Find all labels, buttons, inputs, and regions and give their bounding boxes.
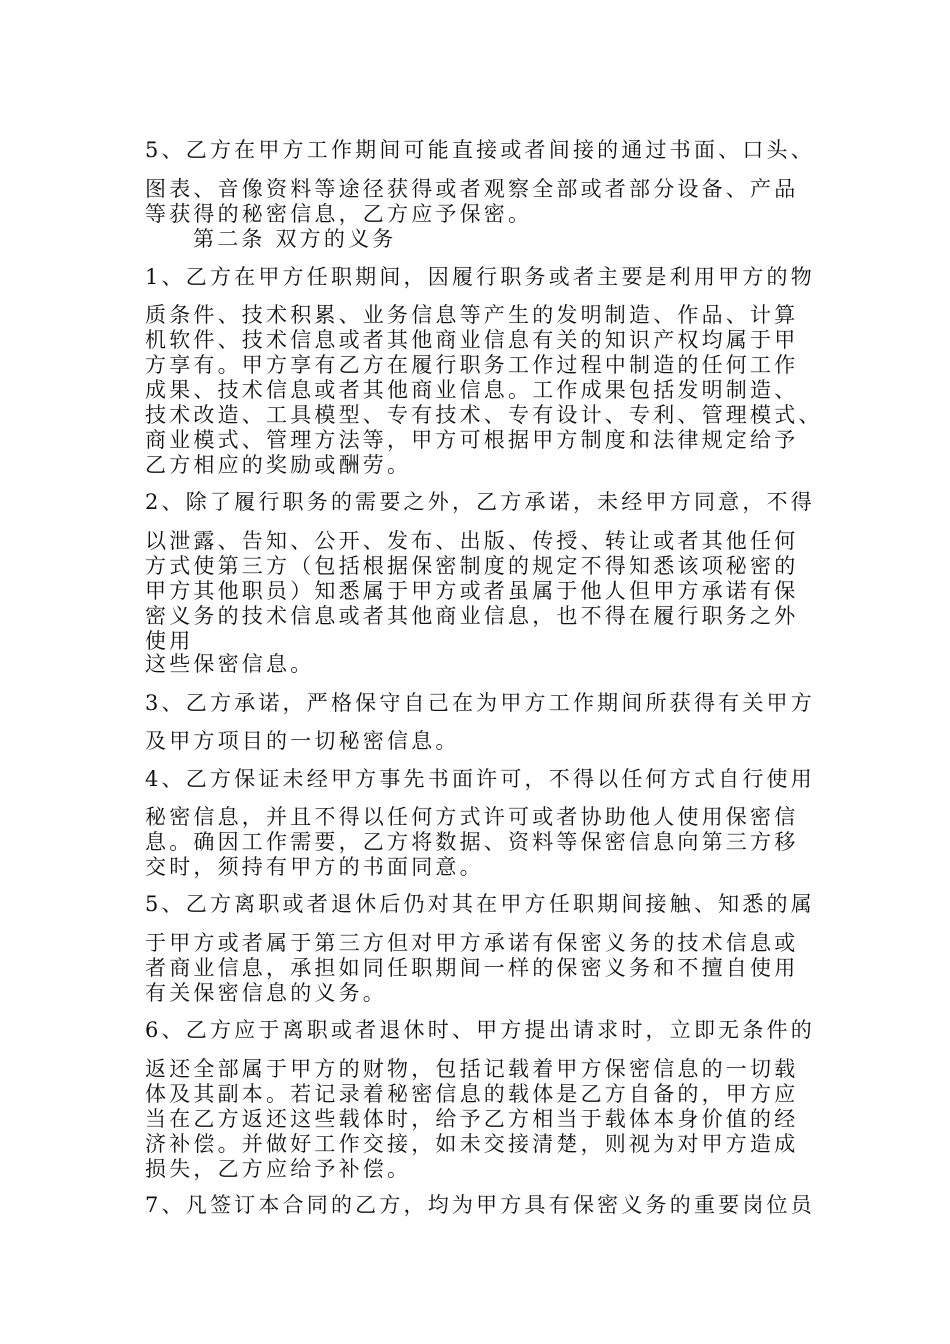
text-line: 息。确因工作需要，乙方将数据、资料等保密信息向第三方移 bbox=[145, 830, 799, 854]
text-line: 有关保密信息的义务。 bbox=[145, 981, 387, 1005]
text-line: 于甲方或者属于第三方但对甲方承诺有保密义务的技术信息或 bbox=[145, 931, 799, 955]
text-line: 损失，乙方应给予补偿。 bbox=[145, 1157, 412, 1181]
text-line: 者商业信息，承担如同任职期间一样的保密义务和不擅自使用 bbox=[145, 956, 799, 980]
text-line: 返还全部属于甲方的财物，包括记载着甲方保密信息的一切载 bbox=[145, 1057, 799, 1081]
text-line: 机软件、技术信息或者其他商业信息有关的知识产权均属于甲 bbox=[145, 328, 799, 352]
text-line: 5、乙方离职或者退休后仍对其在甲方任职期间接触、知悉的属 bbox=[145, 892, 815, 916]
text-line: 等获得的秘密信息，乙方应予保密。 bbox=[145, 202, 533, 226]
text-line: 成果、技术信息或者其他商业信息。工作成果包括发明制造、 bbox=[145, 378, 799, 402]
text-line: 方享有。甲方享有乙方在履行职务工作过程中制造的任何工作 bbox=[145, 353, 799, 377]
text-line: 使用 bbox=[145, 629, 194, 653]
text-line: 6、乙方应于离职或者退休时、甲方提出请求时，立即无条件的 bbox=[145, 1018, 815, 1042]
text-line: 以泄露、告知、公开、发布、出版、传授、转让或者其他任何 bbox=[145, 529, 799, 553]
text-line: 商业模式、管理方法等，甲方可根据甲方制度和法律规定给予 bbox=[145, 428, 799, 452]
text-line: 济补偿。并做好工作交接，如未交接清楚，则视为对甲方造成 bbox=[145, 1132, 799, 1156]
text-line: 3、乙方承诺，严格保守自己在为甲方工作期间所获得有关甲方 bbox=[145, 691, 815, 715]
text-line: 5、乙方在甲方工作期间可能直接或者间接的通过书面、口头、 bbox=[145, 138, 815, 162]
text-line: 技术改造、工具模型、专有技术、专有设计、专利、管理模式、 bbox=[145, 403, 823, 427]
text-line: 体及其副本。若记录着秘密信息的载体是乙方自备的，甲方应 bbox=[145, 1082, 799, 1106]
text-line: 秘密信息，并且不得以任何方式许可或者协助他人使用保密信 bbox=[145, 805, 799, 829]
text-line: 质条件、技术积累、业务信息等产生的发明制造、作品、计算 bbox=[145, 303, 799, 327]
text-line: 2、除了履行职务的需要之外，乙方承诺，未经甲方同意，不得 bbox=[145, 490, 815, 514]
text-line: 方式使第三方（包括根据保密制度的规定不得知悉该项秘密的 bbox=[145, 554, 799, 578]
text-line: 这些保密信息。 bbox=[145, 652, 315, 676]
text-line: 当在乙方返还这些载体时，给予乙方相当于载体本身价值的经 bbox=[145, 1107, 799, 1131]
text-line: 1、乙方在甲方任职期间，因履行职务或者主要是利用甲方的物 bbox=[145, 265, 815, 289]
text-line: 密义务的技术信息或者其他商业信息，也不得在履行职务之外 bbox=[145, 604, 799, 628]
section-heading: 第二条 双方的义务 bbox=[193, 227, 397, 251]
text-line: 4、乙方保证未经甲方事先书面许可，不得以任何方式自行使用 bbox=[145, 767, 815, 791]
text-line: 图表、音像资料等途径获得或者观察全部或者部分设备、产品 bbox=[145, 177, 799, 201]
text-line: 甲方其他职员）知悉属于甲方或者虽属于他人但甲方承诺有保 bbox=[145, 579, 799, 603]
text-line: 及甲方项目的一切秘密信息。 bbox=[145, 729, 460, 753]
text-line: 乙方相应的奖励或酬劳。 bbox=[145, 453, 412, 477]
text-line: 7、凡签订本合同的乙方，均为甲方具有保密义务的重要岗位员 bbox=[145, 1193, 815, 1217]
text-line: 交时，须持有甲方的书面同意。 bbox=[145, 855, 484, 879]
